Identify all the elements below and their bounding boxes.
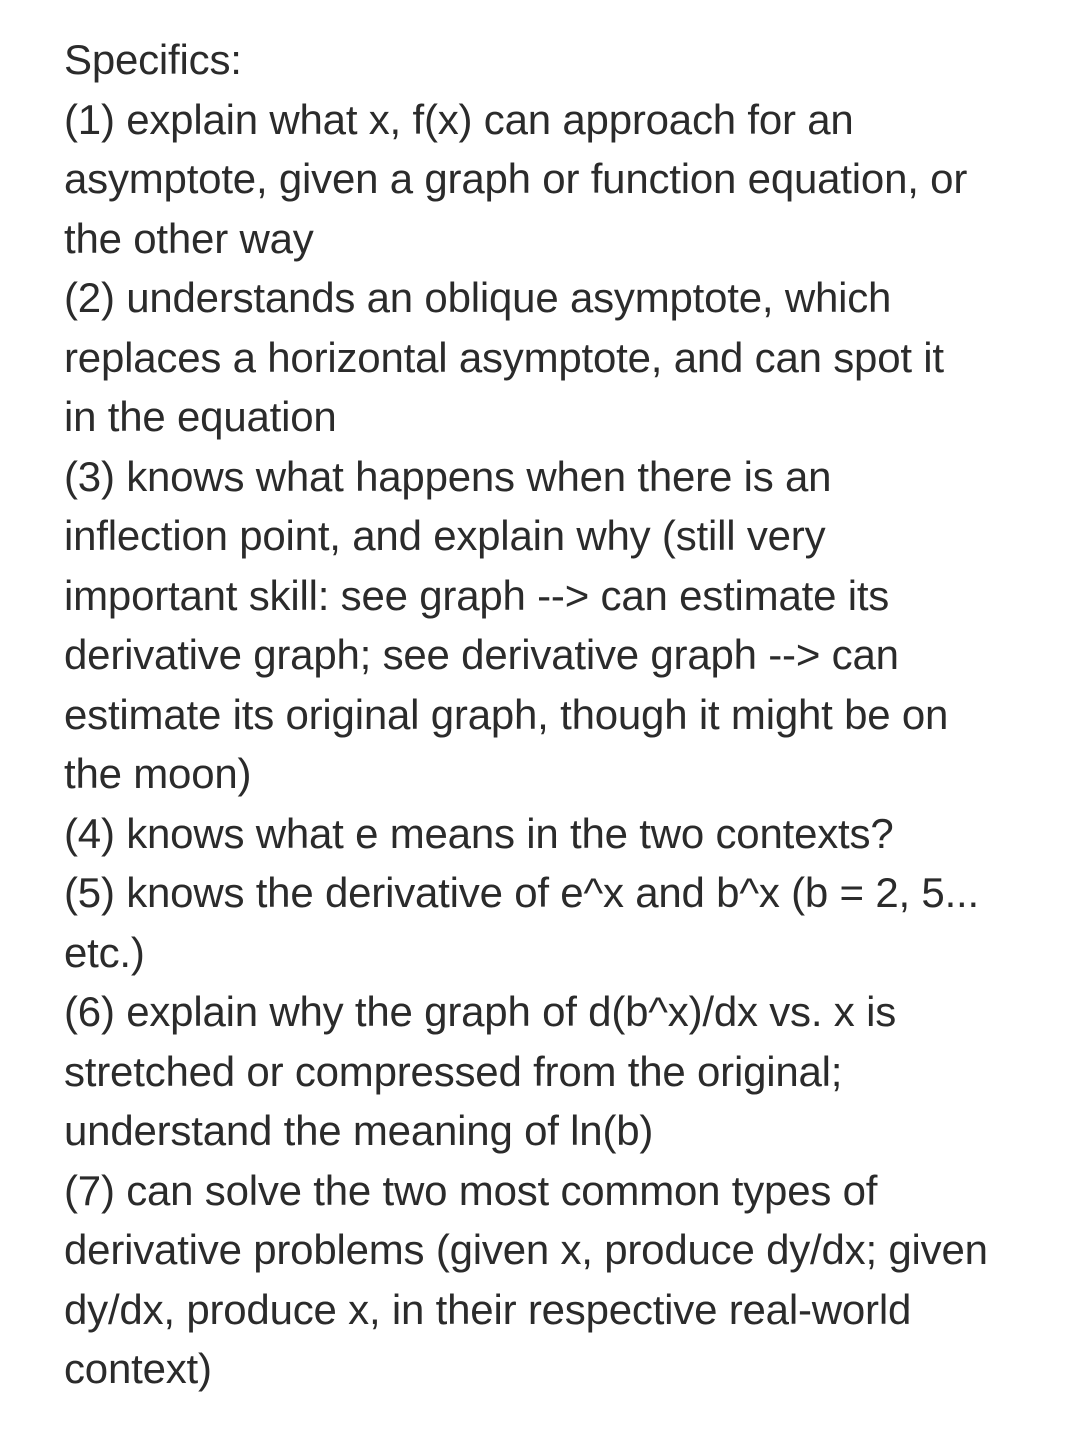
note-text-block [64, 30, 1024, 1399]
note-line: derivative problems (given x, produce dy/dx; given [64, 1226, 988, 1273]
note-line: (3) knows what happens when there is an [64, 452, 832, 500]
note-line: the moon) [64, 750, 252, 797]
note-line: context) [64, 1345, 212, 1392]
note-line: (2) understands an oblique asymptote, which [64, 274, 892, 321]
note-line: in the equation [64, 393, 337, 440]
note-line: (7) can solve the two most common types of [64, 1166, 878, 1214]
note-line: understand the meaning of ln(b) [64, 1107, 654, 1154]
note-line: etc.) [64, 928, 145, 976]
note-heading: Specifics: [64, 36, 242, 83]
note-line: asymptote, given a graph or function equation, or [64, 155, 968, 202]
note-line: replaces a horizontal asymptote, and can spot it [64, 333, 944, 381]
note-line: (4) knows what e means in the two contexts? [64, 809, 894, 857]
note-line: stretched or compressed from the original; [64, 1047, 843, 1095]
note-line: the other way [64, 214, 314, 262]
note-line: dy/dx, produce x, in their respective real-world [64, 1285, 912, 1333]
note-line: important skill: see graph --> can estimate its [64, 571, 890, 619]
note-line: (1) explain what x, f(x) can approach for an [64, 95, 854, 143]
note-line: inflection point, and explain why (still very [64, 512, 826, 559]
note-line: estimate its original graph, though it might be on [64, 690, 949, 738]
note-line: (6) explain why the graph of d(b^x)/dx vs. x is [64, 988, 896, 1035]
note-line: (5) knows the derivative of e^x and b^x (b = 2, 5... [64, 869, 979, 916]
note-line: derivative graph; see derivative graph --> can [64, 631, 899, 678]
